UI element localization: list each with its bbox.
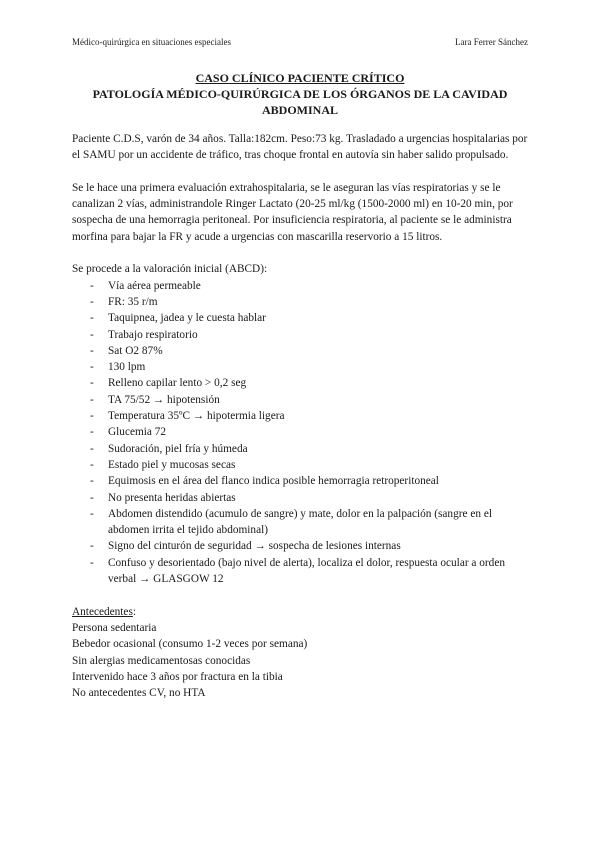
antecedente-item: Intervenido hace 3 años por fractura en la tibia (72, 670, 283, 683)
list-item: - Sat O2 87% (72, 343, 528, 359)
list-item: - Estado piel y mucosas secas (72, 457, 528, 473)
list-item: - FR: 35 r/m (72, 294, 528, 310)
list-item: - Taquipnea, jadea y le cuesta hablar (72, 310, 528, 326)
antecedente-item: Sin alergias medicamentosas conocidas (72, 654, 251, 667)
list-item: - Temperatura 35ºC → hipotermia ligera (72, 408, 528, 424)
antecedentes-heading: Antecedentes: (72, 605, 136, 618)
list-item: - Vía aérea permeable (72, 278, 528, 294)
list-dash: - (90, 328, 94, 341)
list-item: - Sudoración, piel fría y húmeda (72, 441, 528, 457)
list-dash: - (90, 556, 94, 569)
prehospital-paragraph: Se le hace una primera evaluación extrahospitalaria, se le aseguran las vías respiratorias y se le canalizan 2 vías, administrandole Ringer Lactato (20-25 ml/kg (1500-2000 ml) en 10-20 min, por sospecha de una hemorragia peritoneal. Por insuficiencia respiratoria, al paciente se le administra morfina para bajar la FR y acude a urgencias con mascarilla reservorio a 15 litros. (72, 181, 513, 243)
title-topic: PATOLOGÍA MÉDICO-QUIRÚRGICA DE LOS ÓRGANOS DE LA CAVIDAD ABDOMINAL (92, 87, 508, 117)
abcd-list (72, 278, 528, 588)
list-item: - Equimosis en el área del flanco indica posible hemorragia retroperitoneal (72, 473, 528, 489)
header-author: Lara Ferrer Sánchez (455, 37, 528, 47)
patient-paragraph: Paciente C.D.S, varón de 34 años. Talla:182cm. Peso:73 kg. Trasladado a urgencias hospitalarias por el SAMU por un accidente de tráfico, tras choque frontal en autovía sin haber salido propulsado. (72, 133, 528, 162)
list-dash: - (90, 426, 94, 439)
list-dash: - (90, 344, 94, 357)
antecedente-item: No antecedentes CV, no HTA (72, 687, 206, 700)
document-body (72, 131, 528, 701)
list-dash: - (90, 507, 94, 520)
header-subject: Médico-quirúrgica en situaciones especiales (72, 37, 232, 47)
list-item: - Abdomen distendido (acumulo de sangre) y mate, dolor en la palpación (sangre en el abdomen irrita el tejido abdominal) (90, 507, 492, 537)
title-case: CASO CLÍNICO PACIENTE CRÍTICO (195, 71, 405, 85)
list-dash: - (90, 393, 94, 406)
list-item: - Confuso y desorientado (bajo nivel de alerta), localiza el dolor, respuesta ocular a orden verbal → GLASGOW 12 (90, 556, 505, 586)
list-dash: - (90, 458, 94, 471)
list-item: - Glucemia 72 (72, 424, 528, 440)
page-header (72, 37, 528, 47)
list-item: - Trabajo respiratorio (72, 327, 528, 343)
list-item: - No presenta heridas abiertas (72, 490, 528, 506)
list-dash: - (90, 295, 94, 308)
list-dash: - (90, 377, 94, 390)
document-title (72, 70, 528, 118)
antecedente-item: Bebedor ocasional (consumo 1-2 veces por semana) (72, 638, 308, 651)
abcd-intro: Se procede a la valoración inicial (ABCD): (72, 263, 268, 276)
list-item: - TA 75/52 → hipotensión (72, 392, 528, 408)
list-dash: - (90, 491, 94, 504)
list-dash: - (90, 475, 94, 488)
list-dash: - (90, 312, 94, 325)
list-item: - Signo del cinturón de seguridad → sospecha de lesiones internas (72, 538, 528, 554)
list-dash: - (90, 442, 94, 455)
antecedente-item: Persona sedentaria (72, 621, 157, 634)
list-item: - 130 lpm (72, 359, 528, 375)
list-dash: - (90, 361, 94, 374)
list-dash: - (90, 279, 94, 292)
list-item: - Relleno capilar lento > 0,2 seg (72, 375, 528, 391)
list-dash: - (90, 540, 94, 553)
list-dash: - (90, 410, 94, 423)
